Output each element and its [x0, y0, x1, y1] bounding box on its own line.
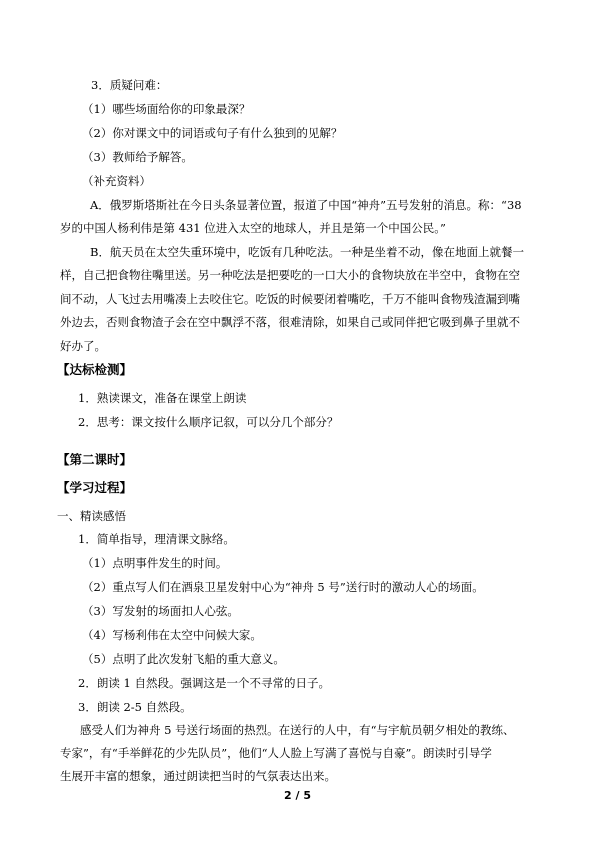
step-1-item-2: （2）重点写人们在酒泉卫星发射中心为“神舟 5 号”送行时的激动人心的场面。: [82, 580, 484, 594]
material-a-line-1: A．俄罗斯塔斯社在今日头条显著位置，报道了中国“神舟”五号发射的消息。称：“38: [90, 198, 522, 212]
part-1-title: 一、精读感悟: [57, 509, 126, 523]
step-3: 3．朗读 2-5 自然段。: [78, 700, 192, 714]
paragraph-line-1: 感受人们为神舟 5 号送行场面的热烈。在送行的人中，有“与宇航员朝夕相处的教练、: [80, 723, 515, 737]
heading-second-lesson: 【第二课时】: [57, 452, 133, 467]
step-1-item-5: （5）点明了此次发射飞船的重大意义。: [82, 652, 285, 666]
dabiao-item-1: 1．熟读课文，准备在课堂上朗读: [78, 391, 247, 405]
heading-learning-process: 【学习过程】: [57, 480, 133, 495]
paragraph-line-2: 专家”，有“手举鲜花的少先队员”，他们“人人脸上写满了喜悦与自豪”。朗读时引导学: [60, 746, 492, 760]
material-a-line-2: 岁的中国人杨利伟是第 431 位进入太空的地球人，并且是第一个中国公民。”: [60, 221, 446, 235]
supplement-label: （补充资料）: [82, 174, 151, 188]
questions-title: 3．质疑问难：: [91, 78, 168, 92]
step-1-item-3: （3）写发射的场面扣人心弦。: [82, 604, 239, 618]
question-3: （3）教师给予解答。: [82, 150, 193, 164]
material-b-line-1: B．航天员在太空失重环境中，吃饭有几种吃法。一种是坐着不动，像在地面上就餐一: [90, 245, 524, 259]
page-number: 2 / 5: [284, 789, 311, 802]
question-1: （1）哪些场面给你的印象最深？: [82, 102, 251, 116]
material-b-line-4: 外边去，否则食物渣子会在空中飘浮不落，很难清除，如果自己或同伴把它吸到鼻子里就不: [60, 315, 520, 329]
heading-dabiao: 【达标检测】: [57, 362, 133, 377]
material-b-line-2: 样，自己把食物往嘴里送。另一种吃法是把要吃的一口大小的食物块放在半空中，食物在空: [60, 268, 520, 282]
question-2: （2）你对课文中的词语或句子有什么独到的见解？: [82, 126, 343, 140]
dabiao-item-2: 2．思考：课文按什么顺序记叙，可以分几个部分？: [78, 415, 339, 429]
step-1-item-4: （4）写杨利伟在太空中问候大家。: [82, 628, 262, 642]
material-b-line-3: 间不动，人飞过去用嘴凑上去咬住它。吃饭的时候要闭着嘴吃，千万不能叫食物残渣漏到嘴: [60, 292, 520, 306]
step-2: 2．朗读 1 自然段。强调这是一个不寻常的日子。: [78, 676, 330, 690]
step-1-item-1: （1）点明事件发生的时间。: [82, 556, 228, 570]
paragraph-line-3: 生展开丰富的想象，通过朗读把当时的气氛表达出来。: [60, 769, 336, 783]
step-1: 1．简单指导，理清课文脉络。: [78, 532, 235, 546]
material-b-line-5: 好办了。: [60, 339, 106, 353]
